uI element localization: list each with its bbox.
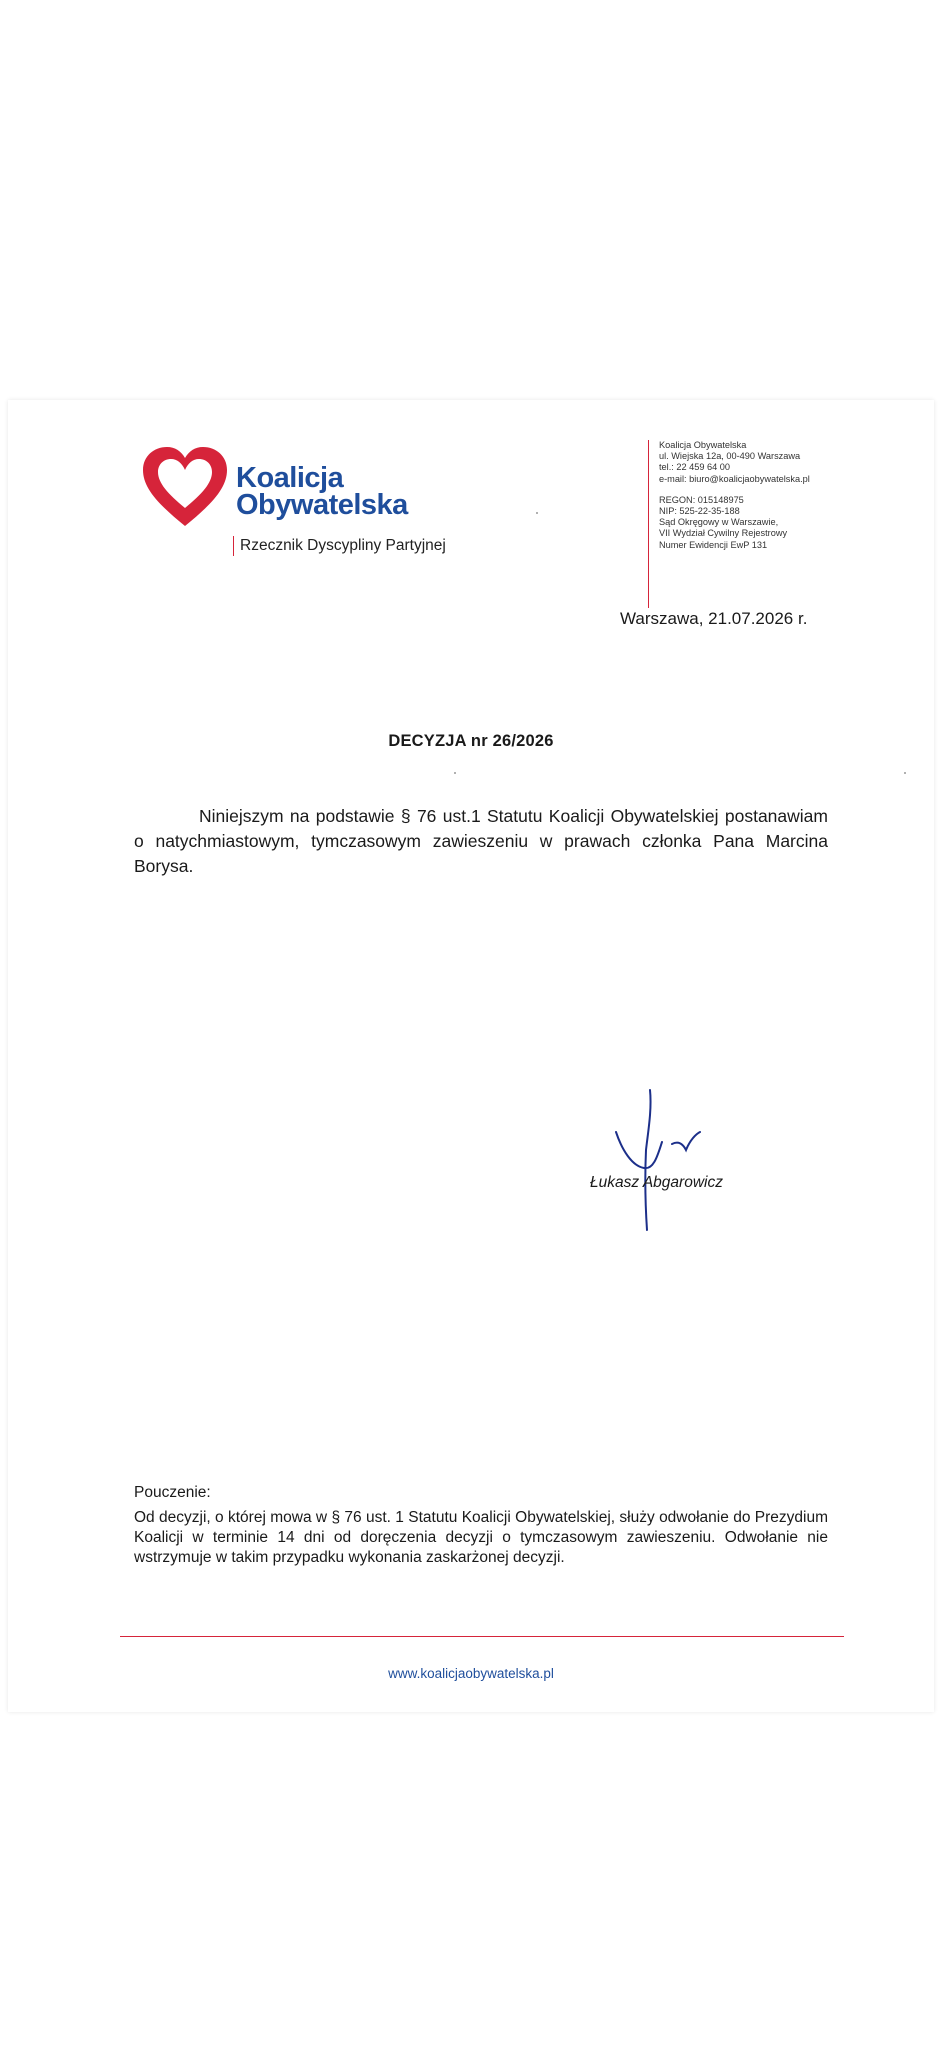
party-logo — [140, 444, 440, 534]
footer-divider — [120, 1636, 844, 1637]
letter-page — [8, 400, 934, 1712]
instruction-text: Od decyzji, o której mowa w § 76 ust. 1 Statutu Koalicji Obywatelskiej, służy odwołanie do Prezydium Koalicji w terminie 14 dni od doręczenia decyzji o tymczasowym zawieszeniu. Odwołanie nie wstrzymuje w takim przypadku wykonania zaskarżonej decyzji. — [134, 1509, 828, 1566]
signer-name: Łukasz Abgarowicz — [590, 1174, 723, 1191]
address-street: ul. Wiejska 12a, 00-490 Warszawa — [659, 451, 801, 462]
handwritten-signature — [588, 1080, 738, 1250]
heart-logo-icon — [140, 444, 230, 530]
instruction-label: Pouczenie: — [134, 1484, 211, 1501]
address-nip: NIP: 525-22-35-188 — [659, 506, 740, 517]
logo-text-line-2: Obywatelska — [236, 489, 408, 521]
address-org: Koalicja Obywatelska — [659, 440, 747, 450]
decision-title: DECYZJA nr 26/2026 — [388, 732, 554, 750]
address-phone: tel.: 22 459 64 00 — [659, 462, 731, 473]
footer-website: www.koalicjaobywatelska.pl — [388, 1666, 554, 1681]
scan-speck — [454, 772, 456, 774]
scan-speck — [536, 512, 538, 514]
place-and-date: Warszawa, 21.07.2026 r. — [620, 609, 808, 628]
address-registry: Numer Ewidencji EwP 131 — [659, 539, 768, 550]
decision-body: Niniejszym na podstawie § 76 ust.1 Statutu Koalicji Obywatelskiej postanawiam o natychmiastowym, tymczasowym zawieszeniu w prawach członka Pana Marcina Borysa. — [134, 806, 828, 876]
address-regon: REGON: 015148975 — [659, 494, 744, 505]
scan-speck — [904, 772, 906, 774]
address-court-2: VII Wydział Cywilny Rejestrowy — [659, 528, 788, 539]
unit-name: Rzecznik Dyscypliny Partyjnej — [233, 536, 446, 556]
address-court-1: Sąd Okręgowy w Warszawie, — [659, 517, 779, 528]
logo-text-line-1: Koalicja — [236, 462, 344, 494]
address-block — [648, 440, 879, 608]
address-email: e-mail: biuro@koalicjaobywatelska.pl — [659, 473, 810, 484]
